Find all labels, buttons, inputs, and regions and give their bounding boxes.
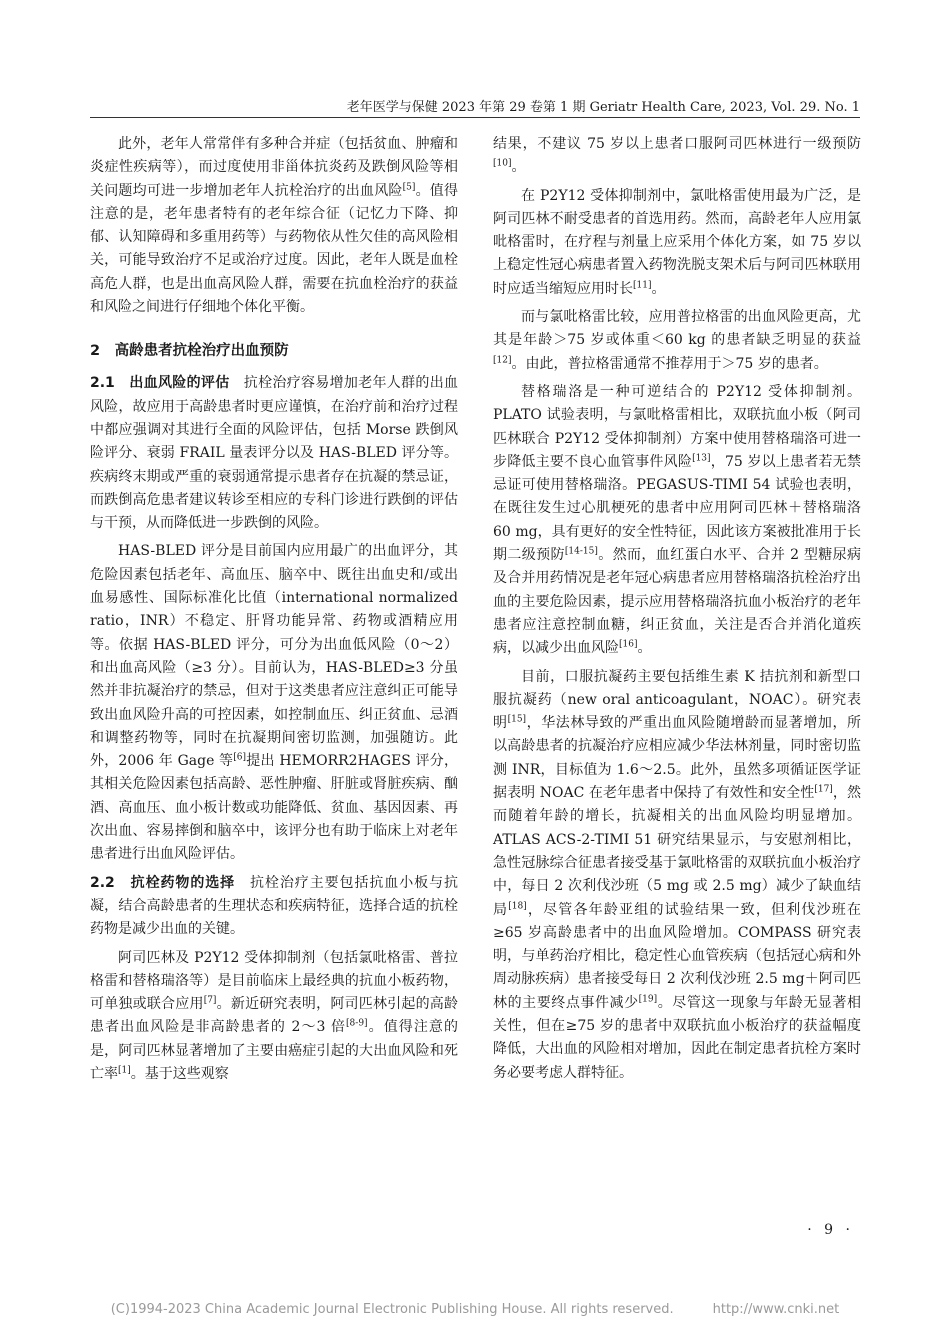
left-column xyxy=(90,133,458,1091)
paragraph-comorbidity: 此外，老年人常常伴有多种合并症（包括贫血、肿瘤和炎症性疾病等），而过度使用非甾体抗炎药及跌倒风险等相关问题均可进一步增加老年人抗栓治疗的出血风险[5]。值得注意的是，老年患者特有的老年综合征（记忆力下降、抑郁、认知障碍和多重用药等）与药物依从性欠佳的高风险相关，可能导致治疗不足或治疗过度。因此，老年人既是血栓高危人群，也是出血高风险人群，需要在抗血栓治疗的获益和风险之间进行仔细地个体化平衡。 xyxy=(90,136,459,316)
citation-ref[interactable]: [8-9] xyxy=(346,1018,368,1029)
citation-ref[interactable]: [10] xyxy=(493,158,512,169)
citation-ref[interactable]: [15] xyxy=(507,714,527,725)
citation-ref[interactable]: [16] xyxy=(619,639,638,650)
paragraph-has-bled: HAS-BLED 评分是目前国内应用最广的出血评分，其危险因素包括老年、高血压、脑卒中、既往出血史和/或出血易感性、国际标准化比值（international normalized ratio，INR）不稳定、肝肾功能异常、药物或酒精应用等。依据 HAS-BLED 评分，可分为出血低风险（0～2）和出血高风险（≥3 分）。目前认为，HAS-BLED≥3 分虽然并非抗凝治疗的禁忌，但对于这类患者应注意纠正可能导致出血风险升高的可控因素，如控制血压、纠正贫血、忌酒和调整药物等，同时在抗凝期间密切监测，加强随访。此外，2006 年 Gage 等[6]提出 HEMORR2HAGES 评分，其相关危险因素包括高龄、恶性肿瘤、肝脏或肾脏疾病、酗酒、高血压、血小板计数或功能降低、贫血、基因因素、再次出血、容易摔倒和脑卒中，该评分也有助于临床上对老年患者进行出血风险评估。 xyxy=(90,543,458,863)
paragraph-ticagrelor: 替格瑞洛是一种可逆结合的 P2Y12 受体抑制剂。PLATO 试验表明，与氯吡格雷相比，双联抗血小板（阿司匹林联合 P2Y12 受体抑制剂）方案中使用替格瑞洛可进一步降低主要不良心血管事件风险[13]，75 岁以上患者若无禁忌证可使用替格瑞洛。PEGASUS-TIMI 54 试验也表明，在既往发生过心肌梗死的患者中应用阿司匹林＋替格瑞洛 60 mg，具有更好的安全性特征，因此该方案被批准用于长期二级预防[14-15]。然而，血红蛋白水平、合并 2 型糖尿病及合并用药情况是老年冠心病患者应用替格瑞洛抗栓治疗出血的主要危险因素，提示应用替格瑞洛抗血小板治疗的老年患者应注意控制血糖，纠正贫血，关注是否合并消化道疾病，以减少出血风险[16]。 xyxy=(493,383,861,657)
paragraph-anticoagulants: 目前，口服抗凝药主要包括维生素 K 拮抗剂和新型口服抗凝药（new oral anticoagulant，NOAC）。研究表明[15]，华法林导致的严重出血风险随增龄而显著增加，所以高龄患者的抗凝治疗应相应减少华法林剂量，同时密切监测 INR，目标值为 1.6～2.5。此外，虽然多项循证医学证据表明 NOAC 在老年患者中保持了有效性和安全性[17]，然而随着年龄的增长，抗凝相关的出血风险均明显增加。ATLAS ACS-2-TIMI 51 研究结果显示，与安慰剂相比，急性冠脉综合征患者接受基于氯吡格雷的双联抗血小板治疗中，每日 2 次利伐沙班（5 mg 或 2.5 mg）减少了缺血结局[18]，尽管各年龄亚组的试验结果一致，但利伐沙班在≥65 岁高龄患者中的出血风险增加。COMPASS 研究表明，与单药治疗相比，稳定性心血管疾病（包括冠心病和外周动脉疾病）患者接受每日 2 次利伐沙班 2.5 mg＋阿司匹林的主要终点事件减少[19]。尽管这一现象与年龄无显著相关性，但在≥75 岁的患者中双联抗血小板治疗的获益幅度降低，大出血的风险相对增加，因此在制定患者抗栓方案时务必要考虑人群特征。 xyxy=(493,668,862,1081)
citation-ref[interactable]: [18] xyxy=(508,900,527,911)
paragraph-bleeding-risk-assessment: 2.1 出血风险的评估 抗栓治疗容易增加老年人群的出血风险，故应用于高龄患者时更应谨慎，在治疗前和治疗过程中都应强调对其进行全面的风险评估，包括 Morse 跌倒风险评分、衰弱 FRAIL 量表评分以及 HAS-BLED 评分等。疾病终末期或严重的衰弱通常提示患者存在抗凝的禁忌证，而跌倒高危患者建议转诊至相应的专科门诊进行跌倒的评估与干预，从而降低进一步跌倒的风险。 xyxy=(90,375,458,532)
section-heading: 2 高龄患者抗栓治疗出血预防 xyxy=(90,343,289,360)
copyright-footer: (C)1994-2023 China Academic Journal Electronic Publishing House. All rights reserved. http://www.cnki.net xyxy=(110,1302,840,1317)
header-rule xyxy=(90,117,860,118)
citation-ref[interactable]: [19] xyxy=(638,994,658,1005)
paragraph-drug-selection: 2.2 抗栓药物的选择 抗栓治疗主要包括抗血小板与抗凝，结合高龄患者的生理状态和疾病特征，选择合适的抗栓药物是减少出血的关键。 xyxy=(90,874,458,938)
subsection-heading-2-1: 2.1 出血风险的评估 xyxy=(90,375,230,392)
page-number: · 9 · xyxy=(807,1222,854,1238)
paragraph-continuation: 结果，不建议 75 岁以上患者口服阿司匹林进行一级预防[10]。 xyxy=(493,136,861,176)
citation-ref[interactable]: [1] xyxy=(118,1065,131,1076)
paragraph-prasugrel: 而与氯吡格雷比较，应用普拉格雷的出血风险更高，尤其是年龄＞75 岁或体重＜60 kg 的患者缺乏明显的获益[12]。由此，普拉格雷通常不推荐用于＞75 岁的患者。 xyxy=(493,309,861,372)
citation-ref[interactable]: [5] xyxy=(402,181,416,192)
citation-ref[interactable]: [6] xyxy=(233,752,247,763)
citation-ref[interactable]: [11] xyxy=(633,280,652,291)
citation-ref[interactable]: [7] xyxy=(203,995,217,1006)
right-column xyxy=(493,133,861,1090)
citation-ref[interactable]: [17] xyxy=(814,784,833,795)
citation-ref[interactable]: [13] xyxy=(692,453,711,464)
citation-ref[interactable]: [12] xyxy=(493,355,512,366)
citation-ref[interactable]: [14-15] xyxy=(564,546,598,557)
paragraph-clopidogrel: 在 P2Y12 受体抑制剂中，氯吡格雷使用最为广泛，是阿司匹林不耐受患者的首选用药。然而，高龄老年人应用氯吡格雷时，在疗程与剂量上应采用个体化方案，如 75 岁以上稳定性冠心病患者置入药物洗脱支架术后与阿司匹林联用时应适当缩短应用时长[11]。 xyxy=(493,187,861,297)
running-head: 老年医学与保健 2023 年第 29 卷第 1 期 Geriatr Health Care, 2023, Vol. 29. No. 1 xyxy=(346,100,860,115)
subsection-heading-2-2: 2.2 抗栓药物的选择 xyxy=(90,874,236,891)
paragraph-aspirin: 阿司匹林及 P2Y12 受体抑制剂（包括氯吡格雷、普拉格雷和替格瑞洛等）是目前临床上最经典的抗血小板药物，可单独或联合应用[7]。新近研究表明，阿司匹林引起的高龄患者出血风险是非高龄患者的 2～3 倍[8-9]。值得注意的是，阿司匹林显著增加了主要由癌症引起的大出血风险和死亡率[1]。基于这些观察 xyxy=(90,949,459,1082)
